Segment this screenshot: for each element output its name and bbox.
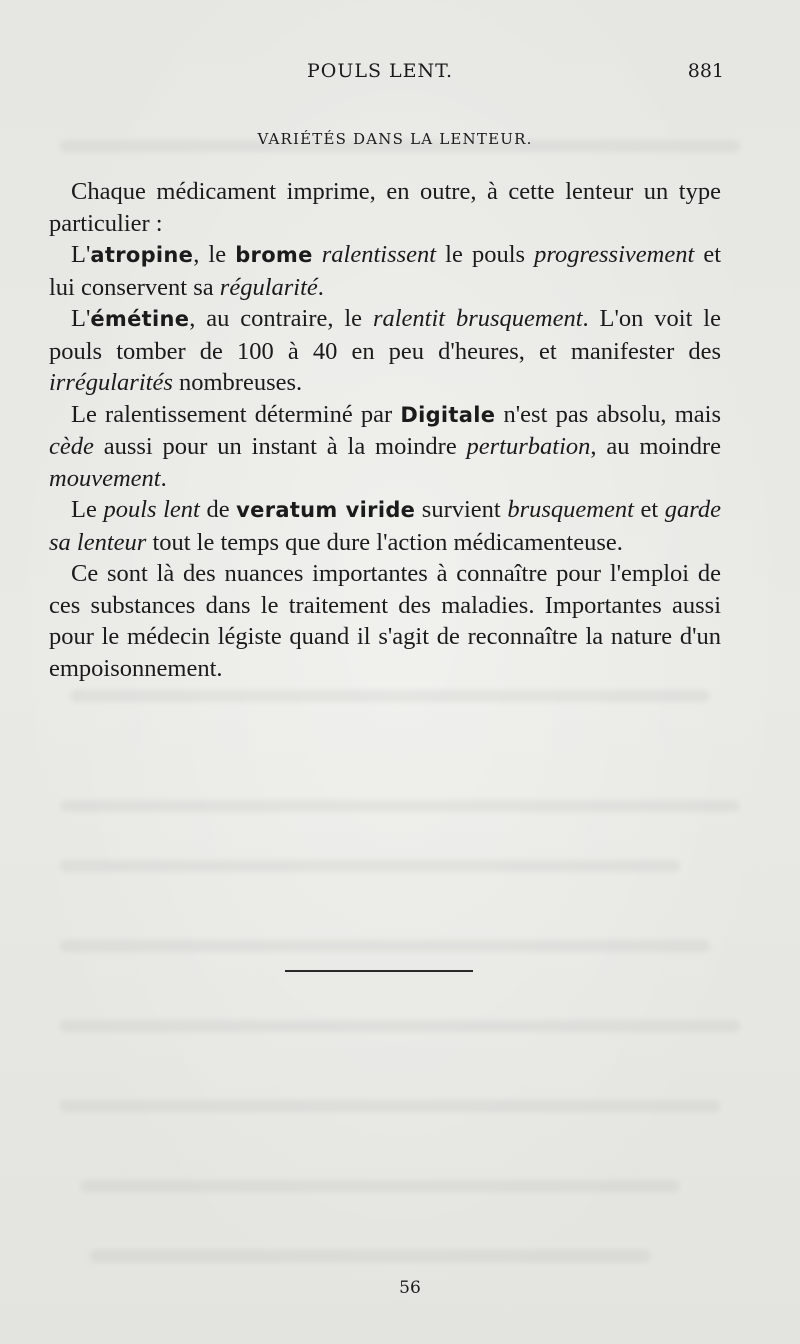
signature-mark: 56 <box>399 1278 421 1298</box>
drug-name: Digitale <box>400 402 496 427</box>
bleed-through-mark <box>60 860 680 872</box>
paragraph: Chaque médicament imprime, en outre, à cette lenteur un type particulier : <box>49 178 721 237</box>
bleed-through-mark <box>60 1020 740 1032</box>
paragraph: Le pouls lent de veratum viride survient brusquement et garde sa lenteur tout le temps que dure l'action médicamenteuse. <box>49 496 721 556</box>
bleed-through-mark <box>70 690 710 702</box>
paragraph: Ce sont là des nuances importantes à connaître pour l'emploi de ces substances dans le traitement des maladies. Importantes aussi pour le médecin légiste quand il s'agit de reconnaître la nature d'un empoisonnement. <box>49 560 721 682</box>
bleed-through-mark <box>60 800 740 812</box>
emphasis: brusquement <box>507 496 634 523</box>
emphasis: ralentissent <box>321 241 437 268</box>
body-text <box>49 176 721 684</box>
end-rule <box>285 970 473 972</box>
running-title: POULS LENT. <box>306 60 454 82</box>
emphasis: irrégularités <box>49 369 173 396</box>
emphasis: garde sa lenteur <box>49 496 721 556</box>
emphasis: perturbation <box>466 433 591 460</box>
emphasis: régularité <box>219 273 318 301</box>
bleed-through-mark <box>60 1100 720 1112</box>
page-number: 881 <box>687 60 724 82</box>
paragraph: L'émétine, au contraire, le ralentit brusquement. L'on voit le pouls tomber de 100 à 40 en peu d'heures, et manifester des irrégularités nombreuses. <box>49 305 721 396</box>
drug-name: atropine <box>90 243 194 267</box>
drug-name: brome <box>235 243 313 267</box>
emphasis: mouvement <box>49 464 161 492</box>
paragraph: L'atropine, le brome ralentissent le pouls progressivement et lui conservent sa régularité. <box>49 241 722 301</box>
bleed-through-mark <box>80 1180 680 1192</box>
emphasis: cède <box>49 433 94 460</box>
emphasis: progressivement <box>534 241 695 268</box>
drug-name: veratum viride <box>236 498 416 522</box>
bleed-through-mark <box>60 940 710 952</box>
emphasis: pouls lent <box>103 496 200 523</box>
section-title: VARIÉTÉS DANS LA LENTEUR. <box>257 130 533 148</box>
paragraph: Le ralentissement déterminé par Digitale n'est pas absolu, mais cède aussi pour un instant à la moindre perturbation, au moindre mouvement. <box>49 400 721 492</box>
bleed-through-mark <box>90 1250 650 1262</box>
running-head <box>0 58 800 88</box>
emphasis: ralentit brusquement <box>372 305 583 332</box>
drug-name: émétine <box>90 307 190 331</box>
